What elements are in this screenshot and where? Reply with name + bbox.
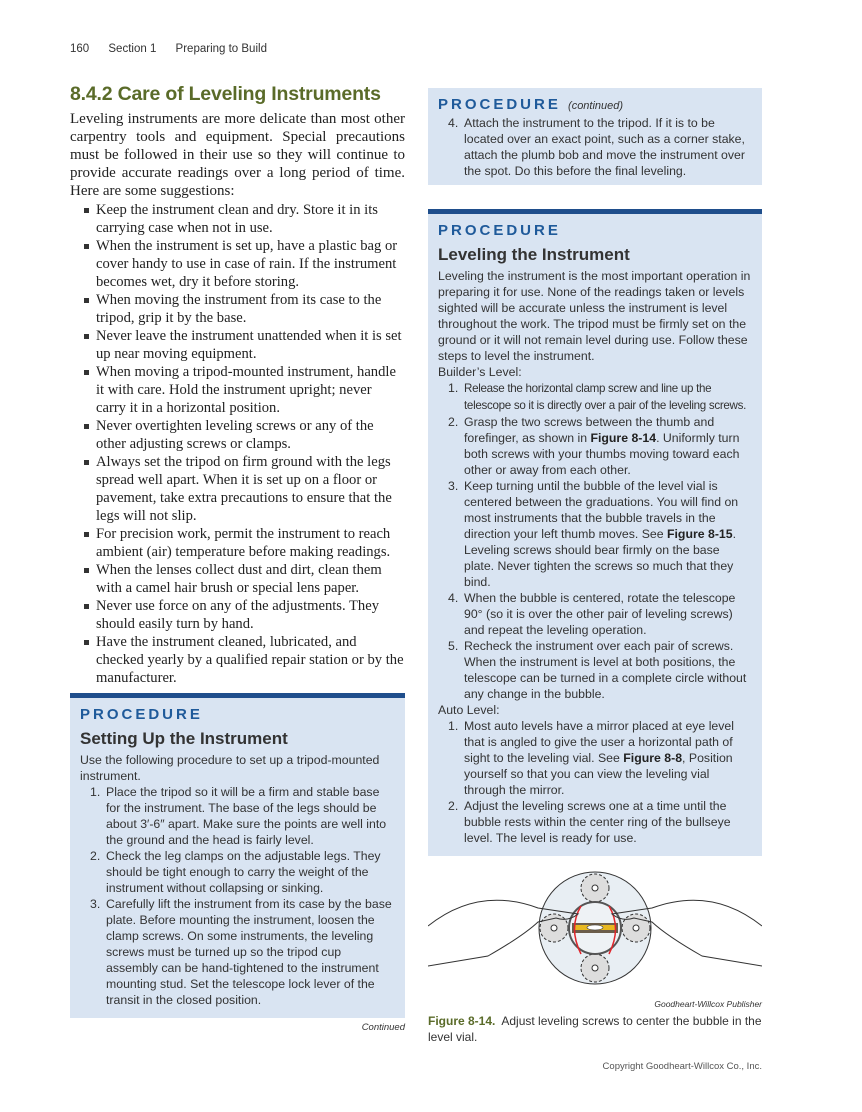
step-text: Check the leg clamps on the adjustable legs. They should be tight enough to carry the weight of the instrument without collapsing or sinking. (106, 849, 381, 895)
procedure-step (448, 798, 752, 846)
procedure-intro: Use the following procedure to set up a tripod-mounted instrument. (80, 753, 380, 783)
procedure-label (438, 96, 752, 113)
left-column (70, 83, 405, 1033)
procedure-step (448, 638, 752, 702)
procedure-box-setup (70, 698, 405, 1018)
list-item: Never overtighten leveling screws or any of the other adjusting screws or clamps. (84, 417, 405, 453)
leveling-screws-illustration (428, 866, 762, 994)
step-number: 3. (448, 479, 459, 493)
procedure-step (90, 896, 395, 1008)
figure-caption (428, 1013, 762, 1045)
procedure-step (90, 784, 395, 848)
step-number: 1. (448, 719, 459, 733)
figure-8-14 (428, 866, 762, 1045)
step-text: Keep turning until the bubble of the level vial is centered between the graduations. You will find on most instruments that the bubble travels in the direction your left thumb moves. See (464, 479, 739, 541)
step-text: Release the horizontal clamp screw and line up the telescope so it is directly over a pair of the leveling screws. (464, 382, 747, 412)
figure-credit: Goodheart-Willcox Publisher (654, 999, 762, 1009)
procedure-label: PROCEDURE (438, 222, 561, 239)
step-number: 2. (448, 799, 459, 813)
builders-level-label: Builder’s Level: (438, 365, 522, 379)
continued-note: Continued (361, 1022, 405, 1033)
list-item: When moving the instrument from its case to the tripod, grip it by the base. (84, 291, 405, 327)
procedure-step (448, 380, 752, 414)
list-item: When the lenses collect dust and dirt, clean them with a camel hair brush or special lens paper. (84, 561, 405, 597)
figure-reference: Figure 8-14 (590, 431, 657, 445)
step-text: , Position yourself so that you can view the leveling vial through the mirror. (464, 751, 733, 797)
step-number: 5. (448, 639, 459, 653)
section-heading: 8.4.2 Care of Leveling Instruments (70, 83, 381, 105)
step-text: Adjust the leveling screws one at a time until the bubble rests within the center ring of the bullseye level. The level is ready for use. (464, 799, 731, 845)
procedure-box-leveling (428, 214, 762, 856)
procedure-step (448, 115, 752, 179)
procedure-label-text: PROCEDURE (438, 96, 561, 113)
auto-level-steps (448, 718, 752, 846)
figure-reference: Figure 8-15 (667, 527, 733, 541)
running-header (70, 43, 283, 55)
section-label: Section 1 (108, 43, 157, 55)
procedure-step (448, 414, 752, 478)
step-number: 3. (90, 897, 101, 911)
step-text: Grasp the two screws between the thumb and forefinger, as shown in (464, 415, 715, 445)
suggestions-list (84, 201, 405, 687)
builders-level-steps (448, 380, 752, 702)
step-number: 4. (448, 591, 459, 605)
step-number: 1. (90, 785, 101, 799)
list-item: Always set the tripod on firm ground with the legs spread well apart. When it is set up on a floor or pavement, take extra precautions to ensure that the legs will not slip. (84, 453, 405, 525)
procedure-steps (90, 784, 395, 1008)
figure-reference: Figure 8-8 (623, 751, 683, 765)
procedure-title: Setting Up the Instrument (80, 729, 288, 748)
figure-caption-text: Adjust leveling screws to center the bubble in the level vial. (428, 1014, 762, 1044)
copyright-footer: Copyright Goodheart-Willcox Co., Inc. (602, 1061, 762, 1072)
procedure-step (448, 478, 752, 590)
page-number: 160 (70, 43, 90, 55)
procedure-step (448, 718, 752, 798)
figure-label: Figure 8-14. (428, 1014, 496, 1028)
step-number: 4. (448, 116, 459, 130)
step-text: Carefully lift the instrument from its case by the base plate. Before mounting the instrument, loosen the clamp screws. On some instruments, the leveling screws must be turned up so the tripod cup assembly can be hand-tightened to the instrument mounting stud. Set the telescope lock lever of the transit in the closed position. (106, 897, 392, 1007)
step-text: . Uniformly turn both screws with your thumbs moving toward each other or away from each other. (464, 431, 740, 477)
list-item: For precision work, permit the instrument to reach ambient (air) temperature before making readings. (84, 525, 405, 561)
list-item: Never leave the instrument unattended when it is set up near moving equipment. (84, 327, 405, 363)
step-number: 2. (448, 415, 459, 429)
step-text: . Leveling screws should bear firmly on the base plate. Never tighten the screws so much that they bind. (464, 527, 737, 589)
step-text: Most auto levels have a mirror placed at eye level that is angled to give the user a horizontal path of sight to the leveling vial. See (464, 719, 734, 765)
procedure-step (448, 590, 752, 638)
auto-level-label: Auto Level: (438, 703, 500, 717)
right-column (428, 88, 762, 1045)
step-text: When the bubble is centered, rotate the telescope 90° (so it is over the other pair of leveling screws) and repeat the leveling operation. (464, 591, 736, 637)
procedure-steps (448, 115, 752, 179)
step-text: Recheck the instrument over each pair of screws. When the instrument is level at both positions, the telescope can be turned in a complete circle without any change in the bubble. (464, 639, 747, 701)
procedure-label: PROCEDURE (80, 706, 203, 723)
procedure-title: Leveling the Instrument (438, 245, 630, 264)
step-text: Place the tripod so it will be a firm and stable base for the instrument. The base of the legs should be about 3′-6″ apart. Make sure the points are well into the ground and the head is fairly level. (106, 785, 387, 847)
continued-tag: (continued) (568, 100, 624, 112)
step-number: 1. (448, 381, 459, 395)
chapter-label: Preparing to Build (175, 43, 267, 55)
step-number: 2. (90, 849, 101, 863)
procedure-continued-box (428, 88, 762, 185)
intro-paragraph: Leveling instruments are more delicate than most other carpentry tools and equipment. Special precautions must be followed in their use so they will continue to provide accurate readings over a long period of time. Here are some suggestions: (70, 111, 405, 199)
step-text: Attach the instrument to the tripod. If it is to be located over an exact point, such as a corner stake, attach the plumb bob and move the instrument over the spot. Do this before the final leveling. (464, 116, 745, 178)
procedure-intro: Leveling the instrument is the most important operation in preparing it for use. None of the readings taken or levels sighted will be accurate unless the instrument is level throughout the work. The tripod must be firmly set on the ground or it will not remain level during use. Follow these steps to level the instrument. (438, 269, 751, 363)
list-item: When the instrument is set up, have a plastic bag or cover handy to use in case of rain. If the instrument becomes wet, dry it before storing. (84, 237, 405, 291)
list-item: Keep the instrument clean and dry. Store it in its carrying case when not in use. (84, 201, 405, 237)
list-item: Have the instrument cleaned, lubricated, and checked yearly by a qualified repair station or by the manufacturer. (84, 633, 405, 687)
list-item: Never use force on any of the adjustments. They should easily turn by hand. (84, 597, 405, 633)
list-item: When moving a tripod-mounted instrument, handle it with care. Hold the instrument upright; never carry it in a horizontal position. (84, 363, 405, 417)
procedure-step (90, 848, 395, 896)
